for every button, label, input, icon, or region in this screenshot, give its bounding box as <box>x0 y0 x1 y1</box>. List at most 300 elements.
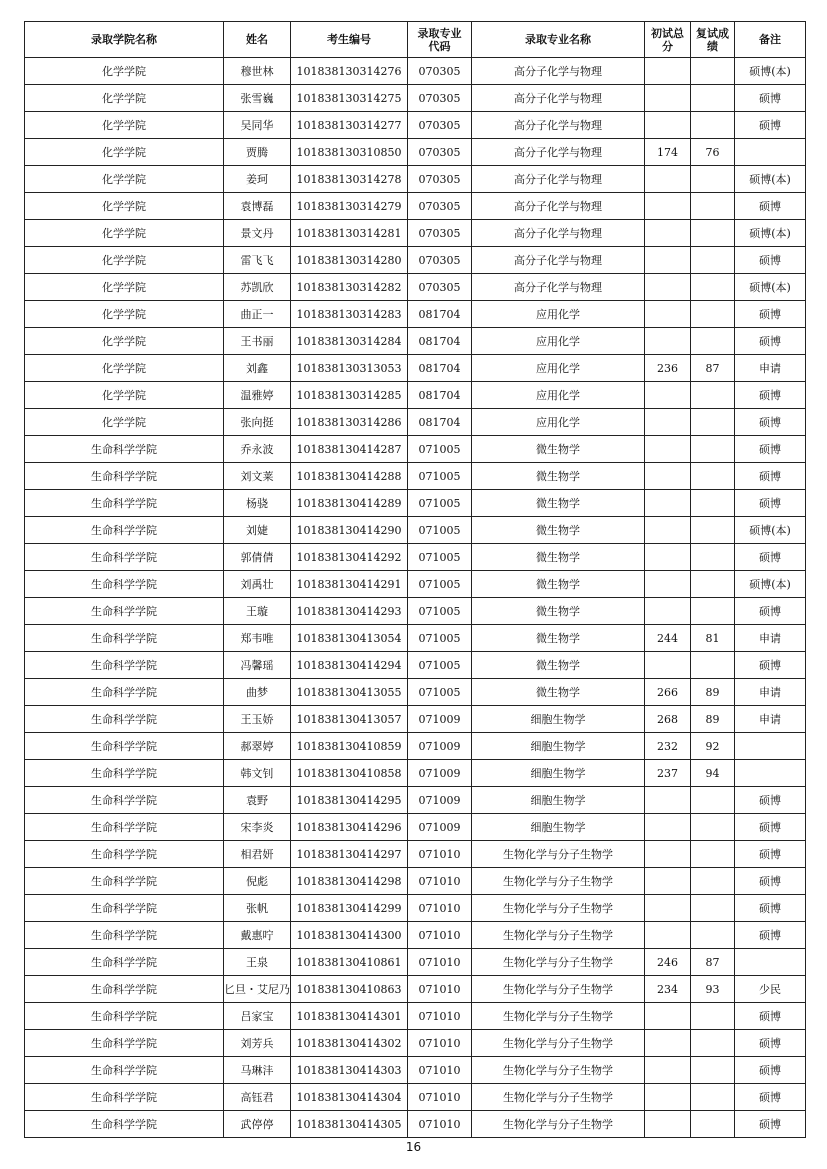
cell-candidate-id: 101838130414297 <box>291 841 408 868</box>
table-row <box>25 409 806 436</box>
cell-remarks: 硕博(本) <box>735 274 806 301</box>
cell-name: 匕旦・艾尼乃 <box>224 976 291 1003</box>
cell-initial-score <box>645 787 691 814</box>
cell-name: 宋李炎 <box>224 814 291 841</box>
cell-candidate-id: 101838130413054 <box>291 625 408 652</box>
cell-remarks: 硕博(本) <box>735 571 806 598</box>
cell-retest-score <box>691 1084 735 1111</box>
cell-remarks: 申请 <box>735 355 806 382</box>
cell-major-name: 应用化学 <box>472 355 645 382</box>
cell-candidate-id: 101838130314275 <box>291 85 408 112</box>
cell-college: 生命科学学院 <box>25 625 224 652</box>
cell-retest-score <box>691 220 735 247</box>
cell-name: 刘婕 <box>224 517 291 544</box>
cell-college: 化学学院 <box>25 112 224 139</box>
cell-initial-score <box>645 652 691 679</box>
cell-remarks: 硕博 <box>735 1111 806 1138</box>
cell-retest-score: 89 <box>691 679 735 706</box>
cell-name: 乔永波 <box>224 436 291 463</box>
table-row <box>25 841 806 868</box>
cell-initial-score <box>645 85 691 112</box>
table-row <box>25 787 806 814</box>
cell-initial-score <box>645 868 691 895</box>
cell-candidate-id: 101838130414305 <box>291 1111 408 1138</box>
cell-major-name: 微生物学 <box>472 571 645 598</box>
table-row <box>25 1030 806 1057</box>
cell-candidate-id: 101838130413055 <box>291 679 408 706</box>
cell-candidate-id: 101838130314280 <box>291 247 408 274</box>
cell-candidate-id: 101838130314276 <box>291 58 408 85</box>
cell-name: 郑韦唯 <box>224 625 291 652</box>
cell-name: 相君妍 <box>224 841 291 868</box>
table-row <box>25 301 806 328</box>
cell-retest-score <box>691 652 735 679</box>
cell-initial-score: 237 <box>645 760 691 787</box>
cell-candidate-id: 101838130414296 <box>291 814 408 841</box>
cell-major-name: 细胞生物学 <box>472 760 645 787</box>
cell-retest-score: 87 <box>691 949 735 976</box>
cell-remarks: 申请 <box>735 706 806 733</box>
cell-college: 生命科学学院 <box>25 1030 224 1057</box>
cell-candidate-id: 101838130414300 <box>291 922 408 949</box>
cell-retest-score <box>691 463 735 490</box>
cell-college: 化学学院 <box>25 328 224 355</box>
cell-retest-score <box>691 841 735 868</box>
cell-major-code: 081704 <box>408 382 472 409</box>
cell-name: 王玉娇 <box>224 706 291 733</box>
cell-initial-score <box>645 922 691 949</box>
cell-major-name: 应用化学 <box>472 301 645 328</box>
cell-retest-score: 81 <box>691 625 735 652</box>
cell-retest-score: 87 <box>691 355 735 382</box>
cell-major-name: 应用化学 <box>472 328 645 355</box>
cell-major-name: 生物化学与分子生物学 <box>472 1003 645 1030</box>
cell-college: 生命科学学院 <box>25 949 224 976</box>
cell-retest-score <box>691 868 735 895</box>
cell-major-code: 081704 <box>408 301 472 328</box>
cell-remarks <box>735 760 806 787</box>
cell-college: 化学学院 <box>25 301 224 328</box>
cell-remarks: 申请 <box>735 679 806 706</box>
cell-retest-score: 92 <box>691 733 735 760</box>
cell-candidate-id: 101838130314277 <box>291 112 408 139</box>
cell-major-name: 高分子化学与物理 <box>472 139 645 166</box>
cell-college: 化学学院 <box>25 409 224 436</box>
header-major-code: 录取专业 代码 <box>408 22 472 58</box>
cell-name: 吴同华 <box>224 112 291 139</box>
table-row <box>25 1057 806 1084</box>
cell-initial-score <box>645 814 691 841</box>
cell-candidate-id: 101838130414287 <box>291 436 408 463</box>
table-row <box>25 895 806 922</box>
cell-initial-score <box>645 409 691 436</box>
cell-major-name: 高分子化学与物理 <box>472 112 645 139</box>
table-row <box>25 112 806 139</box>
cell-initial-score <box>645 544 691 571</box>
cell-initial-score: 268 <box>645 706 691 733</box>
cell-retest-score <box>691 490 735 517</box>
cell-major-code: 081704 <box>408 328 472 355</box>
cell-retest-score <box>691 544 735 571</box>
cell-name: 杨骁 <box>224 490 291 517</box>
cell-name: 刘文莱 <box>224 463 291 490</box>
cell-major-name: 微生物学 <box>472 436 645 463</box>
cell-retest-score <box>691 1111 735 1138</box>
cell-remarks: 硕博 <box>735 490 806 517</box>
table-row <box>25 1084 806 1111</box>
cell-major-name: 生物化学与分子生物学 <box>472 949 645 976</box>
cell-initial-score <box>645 436 691 463</box>
cell-name: 曲梦 <box>224 679 291 706</box>
cell-remarks: 硕博 <box>735 193 806 220</box>
cell-initial-score <box>645 328 691 355</box>
cell-college: 生命科学学院 <box>25 490 224 517</box>
cell-initial-score <box>645 1111 691 1138</box>
cell-candidate-id: 101838130410859 <box>291 733 408 760</box>
cell-initial-score <box>645 112 691 139</box>
cell-major-name: 细胞生物学 <box>472 733 645 760</box>
cell-candidate-id: 101838130414290 <box>291 517 408 544</box>
cell-major-code: 071009 <box>408 787 472 814</box>
cell-initial-score <box>645 463 691 490</box>
cell-major-code: 071005 <box>408 436 472 463</box>
cell-retest-score <box>691 787 735 814</box>
cell-major-name: 高分子化学与物理 <box>472 166 645 193</box>
cell-major-name: 生物化学与分子生物学 <box>472 1084 645 1111</box>
cell-major-code: 071010 <box>408 1111 472 1138</box>
cell-name: 高钰君 <box>224 1084 291 1111</box>
cell-major-code: 071010 <box>408 949 472 976</box>
cell-name: 苏凯欣 <box>224 274 291 301</box>
cell-college: 生命科学学院 <box>25 733 224 760</box>
cell-candidate-id: 101838130414289 <box>291 490 408 517</box>
cell-major-name: 应用化学 <box>472 382 645 409</box>
cell-retest-score <box>691 814 735 841</box>
cell-candidate-id: 101838130410861 <box>291 949 408 976</box>
cell-name: 姜珂 <box>224 166 291 193</box>
cell-name: 雷飞飞 <box>224 247 291 274</box>
cell-remarks: 硕博 <box>735 895 806 922</box>
cell-major-name: 生物化学与分子生物学 <box>472 976 645 1003</box>
cell-candidate-id: 101838130410858 <box>291 760 408 787</box>
cell-college: 生命科学学院 <box>25 787 224 814</box>
cell-name: 王泉 <box>224 949 291 976</box>
cell-major-code: 070305 <box>408 85 472 112</box>
cell-major-name: 应用化学 <box>472 409 645 436</box>
cell-major-code: 071005 <box>408 679 472 706</box>
header-retest-score: 复试成 绩 <box>691 22 735 58</box>
cell-name: 温雅婷 <box>224 382 291 409</box>
cell-name: 刘鑫 <box>224 355 291 382</box>
cell-retest-score <box>691 598 735 625</box>
header-name: 姓名 <box>224 22 291 58</box>
cell-remarks <box>735 139 806 166</box>
cell-candidate-id: 101838130314282 <box>291 274 408 301</box>
cell-name: 王璇 <box>224 598 291 625</box>
table-row <box>25 166 806 193</box>
cell-major-name: 细胞生物学 <box>472 706 645 733</box>
cell-major-name: 高分子化学与物理 <box>472 193 645 220</box>
cell-initial-score <box>645 247 691 274</box>
table-row <box>25 436 806 463</box>
cell-name: 郝翠婷 <box>224 733 291 760</box>
admission-table <box>24 21 806 1138</box>
cell-retest-score <box>691 58 735 85</box>
cell-major-code: 071005 <box>408 571 472 598</box>
cell-name: 袁博磊 <box>224 193 291 220</box>
cell-major-code: 071005 <box>408 517 472 544</box>
cell-name: 冯馨瑶 <box>224 652 291 679</box>
cell-major-name: 高分子化学与物理 <box>472 85 645 112</box>
cell-candidate-id: 101838130414299 <box>291 895 408 922</box>
cell-major-code: 071005 <box>408 598 472 625</box>
table-row <box>25 1111 806 1138</box>
cell-candidate-id: 101838130314281 <box>291 220 408 247</box>
table-row <box>25 625 806 652</box>
cell-college: 化学学院 <box>25 355 224 382</box>
cell-initial-score <box>645 193 691 220</box>
cell-name: 吕家宝 <box>224 1003 291 1030</box>
cell-candidate-id: 101838130314284 <box>291 328 408 355</box>
cell-college: 生命科学学院 <box>25 544 224 571</box>
table-row <box>25 814 806 841</box>
cell-major-name: 生物化学与分子生物学 <box>472 1030 645 1057</box>
cell-major-code: 071010 <box>408 976 472 1003</box>
cell-major-name: 高分子化学与物理 <box>472 58 645 85</box>
cell-initial-score <box>645 1030 691 1057</box>
table-row <box>25 274 806 301</box>
cell-initial-score <box>645 490 691 517</box>
header-remarks: 备注 <box>735 22 806 58</box>
cell-college: 生命科学学院 <box>25 463 224 490</box>
cell-major-name: 微生物学 <box>472 517 645 544</box>
cell-candidate-id: 101838130414298 <box>291 868 408 895</box>
cell-candidate-id: 101838130414304 <box>291 1084 408 1111</box>
cell-major-code: 071010 <box>408 1030 472 1057</box>
cell-college: 化学学院 <box>25 58 224 85</box>
cell-major-name: 生物化学与分子生物学 <box>472 841 645 868</box>
table-row <box>25 706 806 733</box>
cell-candidate-id: 101838130314278 <box>291 166 408 193</box>
cell-college: 化学学院 <box>25 193 224 220</box>
cell-initial-score <box>645 274 691 301</box>
cell-initial-score <box>645 895 691 922</box>
cell-remarks: 硕博 <box>735 247 806 274</box>
cell-major-name: 生物化学与分子生物学 <box>472 1111 645 1138</box>
cell-major-code: 070305 <box>408 247 472 274</box>
cell-major-code: 071010 <box>408 895 472 922</box>
cell-initial-score: 266 <box>645 679 691 706</box>
cell-name: 贾腾 <box>224 139 291 166</box>
table-row <box>25 382 806 409</box>
cell-major-name: 生物化学与分子生物学 <box>472 868 645 895</box>
cell-major-code: 070305 <box>408 58 472 85</box>
cell-initial-score <box>645 301 691 328</box>
cell-candidate-id: 101838130314285 <box>291 382 408 409</box>
cell-remarks: 硕博 <box>735 85 806 112</box>
cell-candidate-id: 101838130410863 <box>291 976 408 1003</box>
cell-retest-score: 94 <box>691 760 735 787</box>
table-header-row <box>25 22 806 58</box>
page-number: 16 <box>405 1140 422 1154</box>
cell-major-code: 070305 <box>408 112 472 139</box>
table-row <box>25 85 806 112</box>
cell-initial-score <box>645 1057 691 1084</box>
cell-college: 生命科学学院 <box>25 1057 224 1084</box>
cell-candidate-id: 101838130310850 <box>291 139 408 166</box>
cell-major-code: 070305 <box>408 139 472 166</box>
cell-remarks: 硕博 <box>735 1057 806 1084</box>
cell-college: 生命科学学院 <box>25 652 224 679</box>
table-row <box>25 247 806 274</box>
cell-name: 袁野 <box>224 787 291 814</box>
table-row <box>25 517 806 544</box>
table-row <box>25 220 806 247</box>
header-candidate-id: 考生编号 <box>291 22 408 58</box>
table-row <box>25 976 806 1003</box>
cell-major-code: 071005 <box>408 490 472 517</box>
cell-name: 韩文钊 <box>224 760 291 787</box>
cell-major-name: 微生物学 <box>472 679 645 706</box>
cell-initial-score: 232 <box>645 733 691 760</box>
cell-remarks: 硕博 <box>735 463 806 490</box>
cell-college: 生命科学学院 <box>25 598 224 625</box>
cell-major-name: 细胞生物学 <box>472 787 645 814</box>
table-row <box>25 679 806 706</box>
cell-major-code: 070305 <box>408 274 472 301</box>
cell-remarks: 硕博(本) <box>735 58 806 85</box>
cell-major-code: 071005 <box>408 544 472 571</box>
cell-college: 生命科学学院 <box>25 760 224 787</box>
cell-retest-score <box>691 922 735 949</box>
table-row <box>25 733 806 760</box>
cell-retest-score <box>691 409 735 436</box>
cell-name: 刘芳兵 <box>224 1030 291 1057</box>
cell-major-code: 071005 <box>408 625 472 652</box>
cell-major-name: 微生物学 <box>472 652 645 679</box>
cell-major-name: 细胞生物学 <box>472 814 645 841</box>
cell-candidate-id: 101838130414303 <box>291 1057 408 1084</box>
cell-name: 戴惠咛 <box>224 922 291 949</box>
cell-initial-score: 234 <box>645 976 691 1003</box>
cell-remarks: 硕博 <box>735 1003 806 1030</box>
cell-candidate-id: 101838130414294 <box>291 652 408 679</box>
cell-remarks: 硕博 <box>735 409 806 436</box>
cell-major-code: 071010 <box>408 1003 472 1030</box>
cell-major-code: 071010 <box>408 1057 472 1084</box>
cell-retest-score <box>691 328 735 355</box>
cell-retest-score <box>691 112 735 139</box>
cell-retest-score <box>691 895 735 922</box>
cell-college: 生命科学学院 <box>25 571 224 598</box>
cell-name: 景文丹 <box>224 220 291 247</box>
cell-retest-score <box>691 517 735 544</box>
cell-initial-score <box>645 1084 691 1111</box>
cell-remarks: 硕博(本) <box>735 166 806 193</box>
table-row <box>25 598 806 625</box>
cell-remarks: 硕博 <box>735 922 806 949</box>
cell-retest-score <box>691 166 735 193</box>
cell-retest-score <box>691 436 735 463</box>
cell-remarks: 硕博 <box>735 301 806 328</box>
cell-name: 穆世林 <box>224 58 291 85</box>
cell-remarks: 申请 <box>735 625 806 652</box>
table-row <box>25 490 806 517</box>
cell-college: 生命科学学院 <box>25 706 224 733</box>
table-row <box>25 58 806 85</box>
cell-name: 倪彪 <box>224 868 291 895</box>
cell-major-code: 070305 <box>408 193 472 220</box>
cell-remarks: 少民 <box>735 976 806 1003</box>
cell-name: 刘禹壮 <box>224 571 291 598</box>
cell-initial-score: 244 <box>645 625 691 652</box>
cell-candidate-id: 101838130414292 <box>291 544 408 571</box>
table-row <box>25 139 806 166</box>
cell-candidate-id: 101838130414302 <box>291 1030 408 1057</box>
cell-name: 马琳沣 <box>224 1057 291 1084</box>
cell-initial-score: 236 <box>645 355 691 382</box>
cell-remarks: 硕博 <box>735 652 806 679</box>
cell-major-code: 071010 <box>408 922 472 949</box>
cell-remarks: 硕博 <box>735 868 806 895</box>
cell-major-code: 071009 <box>408 760 472 787</box>
table-row <box>25 544 806 571</box>
cell-initial-score <box>645 841 691 868</box>
cell-retest-score <box>691 571 735 598</box>
cell-major-code: 071005 <box>408 652 472 679</box>
header-initial-score: 初试总 分 <box>645 22 691 58</box>
cell-remarks: 硕博 <box>735 841 806 868</box>
cell-college: 生命科学学院 <box>25 814 224 841</box>
cell-college: 化学学院 <box>25 247 224 274</box>
table-row <box>25 922 806 949</box>
table-row <box>25 760 806 787</box>
table-row <box>25 1003 806 1030</box>
cell-retest-score: 89 <box>691 706 735 733</box>
cell-retest-score <box>691 274 735 301</box>
cell-retest-score <box>691 382 735 409</box>
cell-initial-score <box>645 58 691 85</box>
cell-retest-score <box>691 301 735 328</box>
cell-initial-score <box>645 598 691 625</box>
cell-name: 张向挺 <box>224 409 291 436</box>
cell-name: 张帆 <box>224 895 291 922</box>
cell-college: 生命科学学院 <box>25 1003 224 1030</box>
cell-initial-score <box>645 1003 691 1030</box>
cell-college: 化学学院 <box>25 220 224 247</box>
cell-candidate-id: 101838130414291 <box>291 571 408 598</box>
cell-retest-score <box>691 1003 735 1030</box>
cell-remarks: 硕博 <box>735 598 806 625</box>
cell-college: 化学学院 <box>25 85 224 112</box>
cell-remarks: 硕博(本) <box>735 220 806 247</box>
cell-name: 郭倩倩 <box>224 544 291 571</box>
cell-candidate-id: 101838130314283 <box>291 301 408 328</box>
cell-college: 生命科学学院 <box>25 1111 224 1138</box>
cell-retest-score <box>691 247 735 274</box>
cell-college: 生命科学学院 <box>25 1084 224 1111</box>
cell-remarks: 硕博 <box>735 1030 806 1057</box>
cell-initial-score <box>645 382 691 409</box>
cell-major-name: 微生物学 <box>472 625 645 652</box>
cell-remarks: 硕博(本) <box>735 517 806 544</box>
cell-remarks <box>735 733 806 760</box>
cell-major-name: 生物化学与分子生物学 <box>472 922 645 949</box>
cell-college: 化学学院 <box>25 274 224 301</box>
cell-college: 生命科学学院 <box>25 517 224 544</box>
cell-major-code: 070305 <box>408 166 472 193</box>
cell-major-name: 微生物学 <box>472 544 645 571</box>
